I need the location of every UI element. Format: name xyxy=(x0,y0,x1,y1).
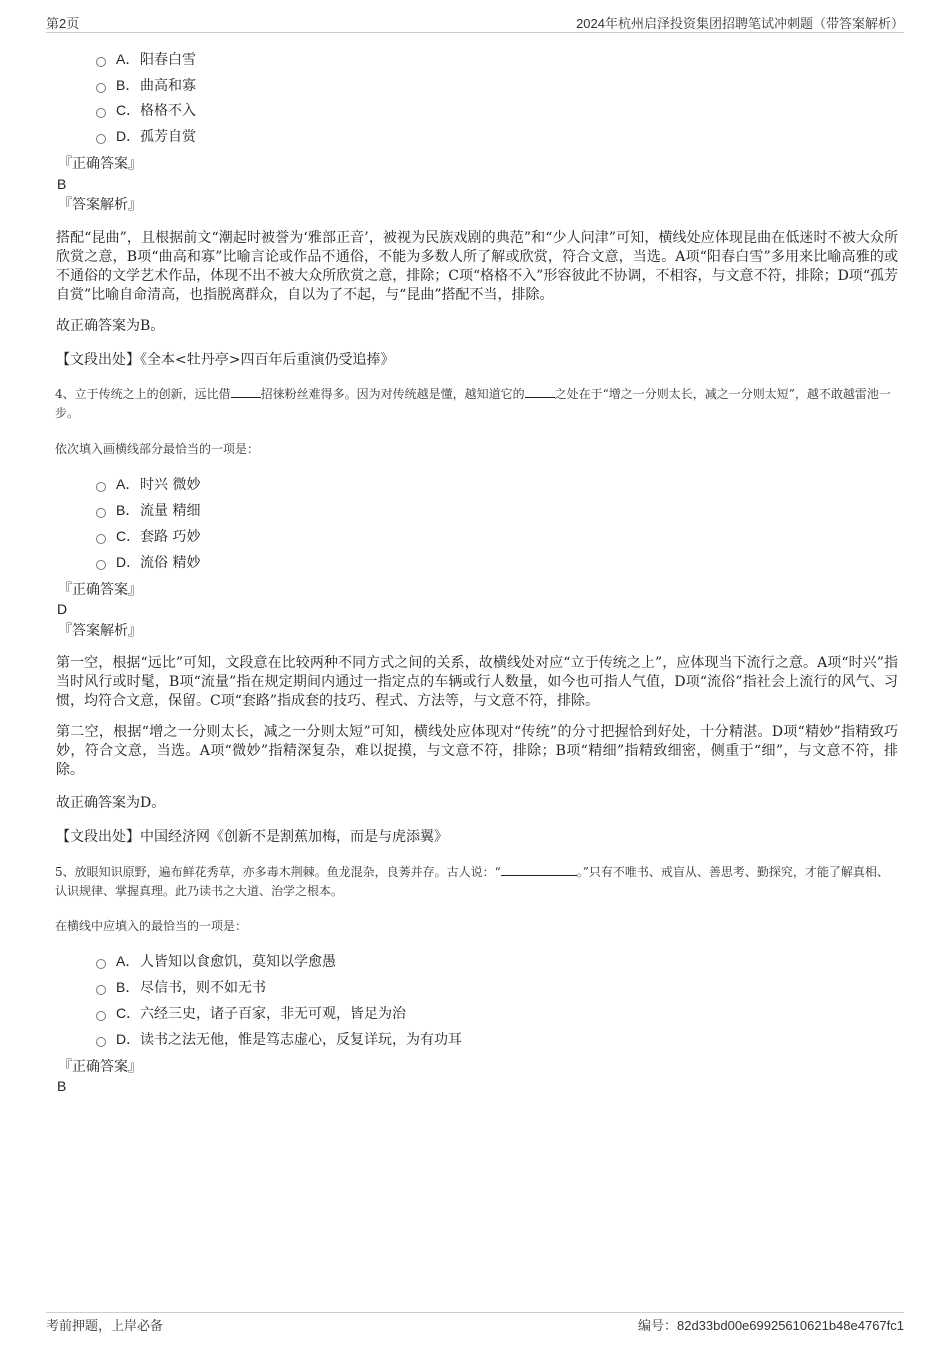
q4-prompt: 依次填入画横线部分最恰当的一项是： xyxy=(55,442,260,456)
blank-line xyxy=(501,863,577,876)
q3-source: 【文段出处】《全本<牡丹亭>四百年后重演仍受追捧》 xyxy=(56,352,395,368)
q3-answer-label: 『正确答案』 xyxy=(58,156,142,172)
q4-source: 【文段出处】中国经济网《创新不是割蕉加梅，而是与虎添翼》 xyxy=(56,829,448,845)
radio-icon[interactable] xyxy=(96,534,106,544)
radio-icon[interactable] xyxy=(96,985,106,995)
q5-prompt: 在横线中应填入的最恰当的一项是： xyxy=(55,919,248,933)
document-title: 2024年杭州启泽投资集团招聘笔试冲刺题（带答案解析） xyxy=(576,16,904,31)
q3-option-a[interactable]: A．阳春白雪 xyxy=(96,49,196,69)
q4-answer-label: 『正确答案』 xyxy=(58,582,142,598)
q5-option-a[interactable]: A．人皆知以食愈饥，莫知以学愈愚 xyxy=(96,951,336,971)
q3-conclusion: 故正确答案为B。 xyxy=(56,318,165,334)
q3-option-d[interactable]: D．孤芳自赏 xyxy=(96,126,196,146)
q4-answer: D xyxy=(57,601,68,617)
q5-option-c[interactable]: C．六经三史，诸子百家，非无可观，皆足为治 xyxy=(96,1003,406,1023)
radio-icon[interactable] xyxy=(96,57,106,67)
q5-option-b[interactable]: B．尽信书，则不如无书 xyxy=(96,977,266,997)
q4-conclusion: 故正确答案为D。 xyxy=(56,795,166,811)
radio-icon[interactable] xyxy=(96,108,106,118)
q3-option-b[interactable]: B．曲高和寡 xyxy=(96,75,196,95)
radio-icon[interactable] xyxy=(96,482,106,492)
radio-icon[interactable] xyxy=(96,83,106,93)
page-header xyxy=(46,10,904,33)
q5-option-d[interactable]: D．读书之法无他，惟是笃志虚心，反复详玩，为有功耳 xyxy=(96,1029,462,1049)
q4-option-c[interactable]: C．套路 巧妙 xyxy=(96,526,200,546)
q3-analysis-label: 『答案解析』 xyxy=(58,197,142,213)
page-footer xyxy=(46,1312,904,1333)
q4-option-a[interactable]: A．时兴 微妙 xyxy=(96,474,200,494)
q5-stem: 5、放眼知识原野，遍布鲜花秀草，亦多毒木荆棘。鱼龙混杂，良莠并存。古人说：“ 。”只有不唯书、戒盲从、善思考、勤探究，才能了解真相、认识规律、掌握真理。此乃读书之大道、治学之根本。 xyxy=(55,865,889,898)
blank-line xyxy=(525,385,555,398)
q4-analysis-label: 『答案解析』 xyxy=(58,623,142,639)
radio-icon[interactable] xyxy=(96,1011,106,1021)
radio-icon[interactable] xyxy=(96,560,106,570)
q4-analysis-paragraph-2: 第二空，根据“增之一分则太长，减之一分则太短”可知，横线处应体现对“传统”的分寸把握恰到好处，十分精湛。D项“精妙”指精致巧妙，符合文意，当选。A项“微妙”指精深复杂，难以捉摸，与文意不符，排除；B项“精细”指精致细密，侧重于“细”，与文意不符，排除。 xyxy=(56,724,898,778)
q5-answer-label: 『正确答案』 xyxy=(58,1059,142,1075)
radio-icon[interactable] xyxy=(96,508,106,518)
radio-icon[interactable] xyxy=(96,959,106,969)
q4-stem: 4、立于传统之上的创新，远比借 招徕粉丝难得多。因为对传统越是懂，越知道它的 之处在于“增之一分则太长，减之一分则太短”，越不敢越雷池一步。 xyxy=(55,387,891,420)
page-number: 第2页 xyxy=(46,16,80,31)
radio-icon[interactable] xyxy=(96,134,106,144)
q4-option-b[interactable]: B．流量 精细 xyxy=(96,500,200,520)
document-code: 编号：82d33bd00e69925610621b48e4767fc1 xyxy=(637,1318,904,1333)
q3-analysis-paragraph: 搭配“昆曲”，且根据前文“潮起时被誉为‘雅部正音’，被视为民族戏剧的典范”和“少人问津”可知，横线处应体现昆曲在低迷时不被大众所欣赏之意，B项“曲高和寡”比喻言论或作品不通俗，不能为多数人所了解或欣赏，符合文意，当选。A项“阳春白雪”多用来比喻高雅的或不通俗的文学艺术作品，体现不出不被大众所欣赏之意，排除；C项“格格不入”形容彼此不协调，不相容，与文意不符，排除；D项“孤芳自赏”比喻自命清高，也指脱离群众，自以为了不起，与“昆曲”搭配不当，排除。 xyxy=(56,230,898,303)
q3-option-c[interactable]: C．格格不入 xyxy=(96,100,196,120)
blank-line xyxy=(231,385,261,398)
footer-slogan: 考前押题，上岸必备 xyxy=(46,1318,164,1333)
q5-answer: B xyxy=(57,1078,67,1094)
q3-answer: B xyxy=(57,176,67,192)
q4-option-d[interactable]: D．流俗 精妙 xyxy=(96,552,200,572)
radio-icon[interactable] xyxy=(96,1037,106,1047)
q4-analysis-paragraph-1: 第一空，根据“远比”可知，文段意在比较两种不同方式之间的关系，故横线处对应“立于传统之上”，应体现当下流行之意。A项“时兴”指当时风行或时髦，B项“流量”指在规定期间内通过一指定点的车辆或行人数量，如今也可指人气值，D项“流俗”指社会上流行的风气、习惯，均符合文意，保留。C项“套路”指成套的技巧、程式、方法等，与文意不符，排除。 xyxy=(56,655,898,709)
